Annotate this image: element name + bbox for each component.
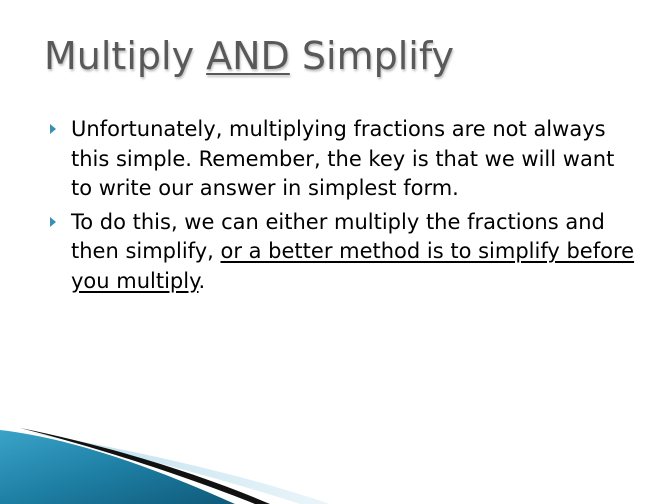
title-part-multiply: Multiply (44, 34, 207, 78)
title-part-simplify: Simplify (289, 34, 455, 78)
title-part-and: AND (206, 34, 290, 78)
bullet-text-underlined: or a better method is to simplify before you multiply (71, 239, 635, 293)
bullet-text-end: . (198, 268, 206, 293)
bullet-text: Unfortunately, multiplying fractions are not always this simple. Remember, the key is that we will want to write our answer in simplest form. (71, 117, 615, 200)
bullet-text-plain: To do this, we can either multiply the fractions and then simplify, (71, 209, 605, 263)
